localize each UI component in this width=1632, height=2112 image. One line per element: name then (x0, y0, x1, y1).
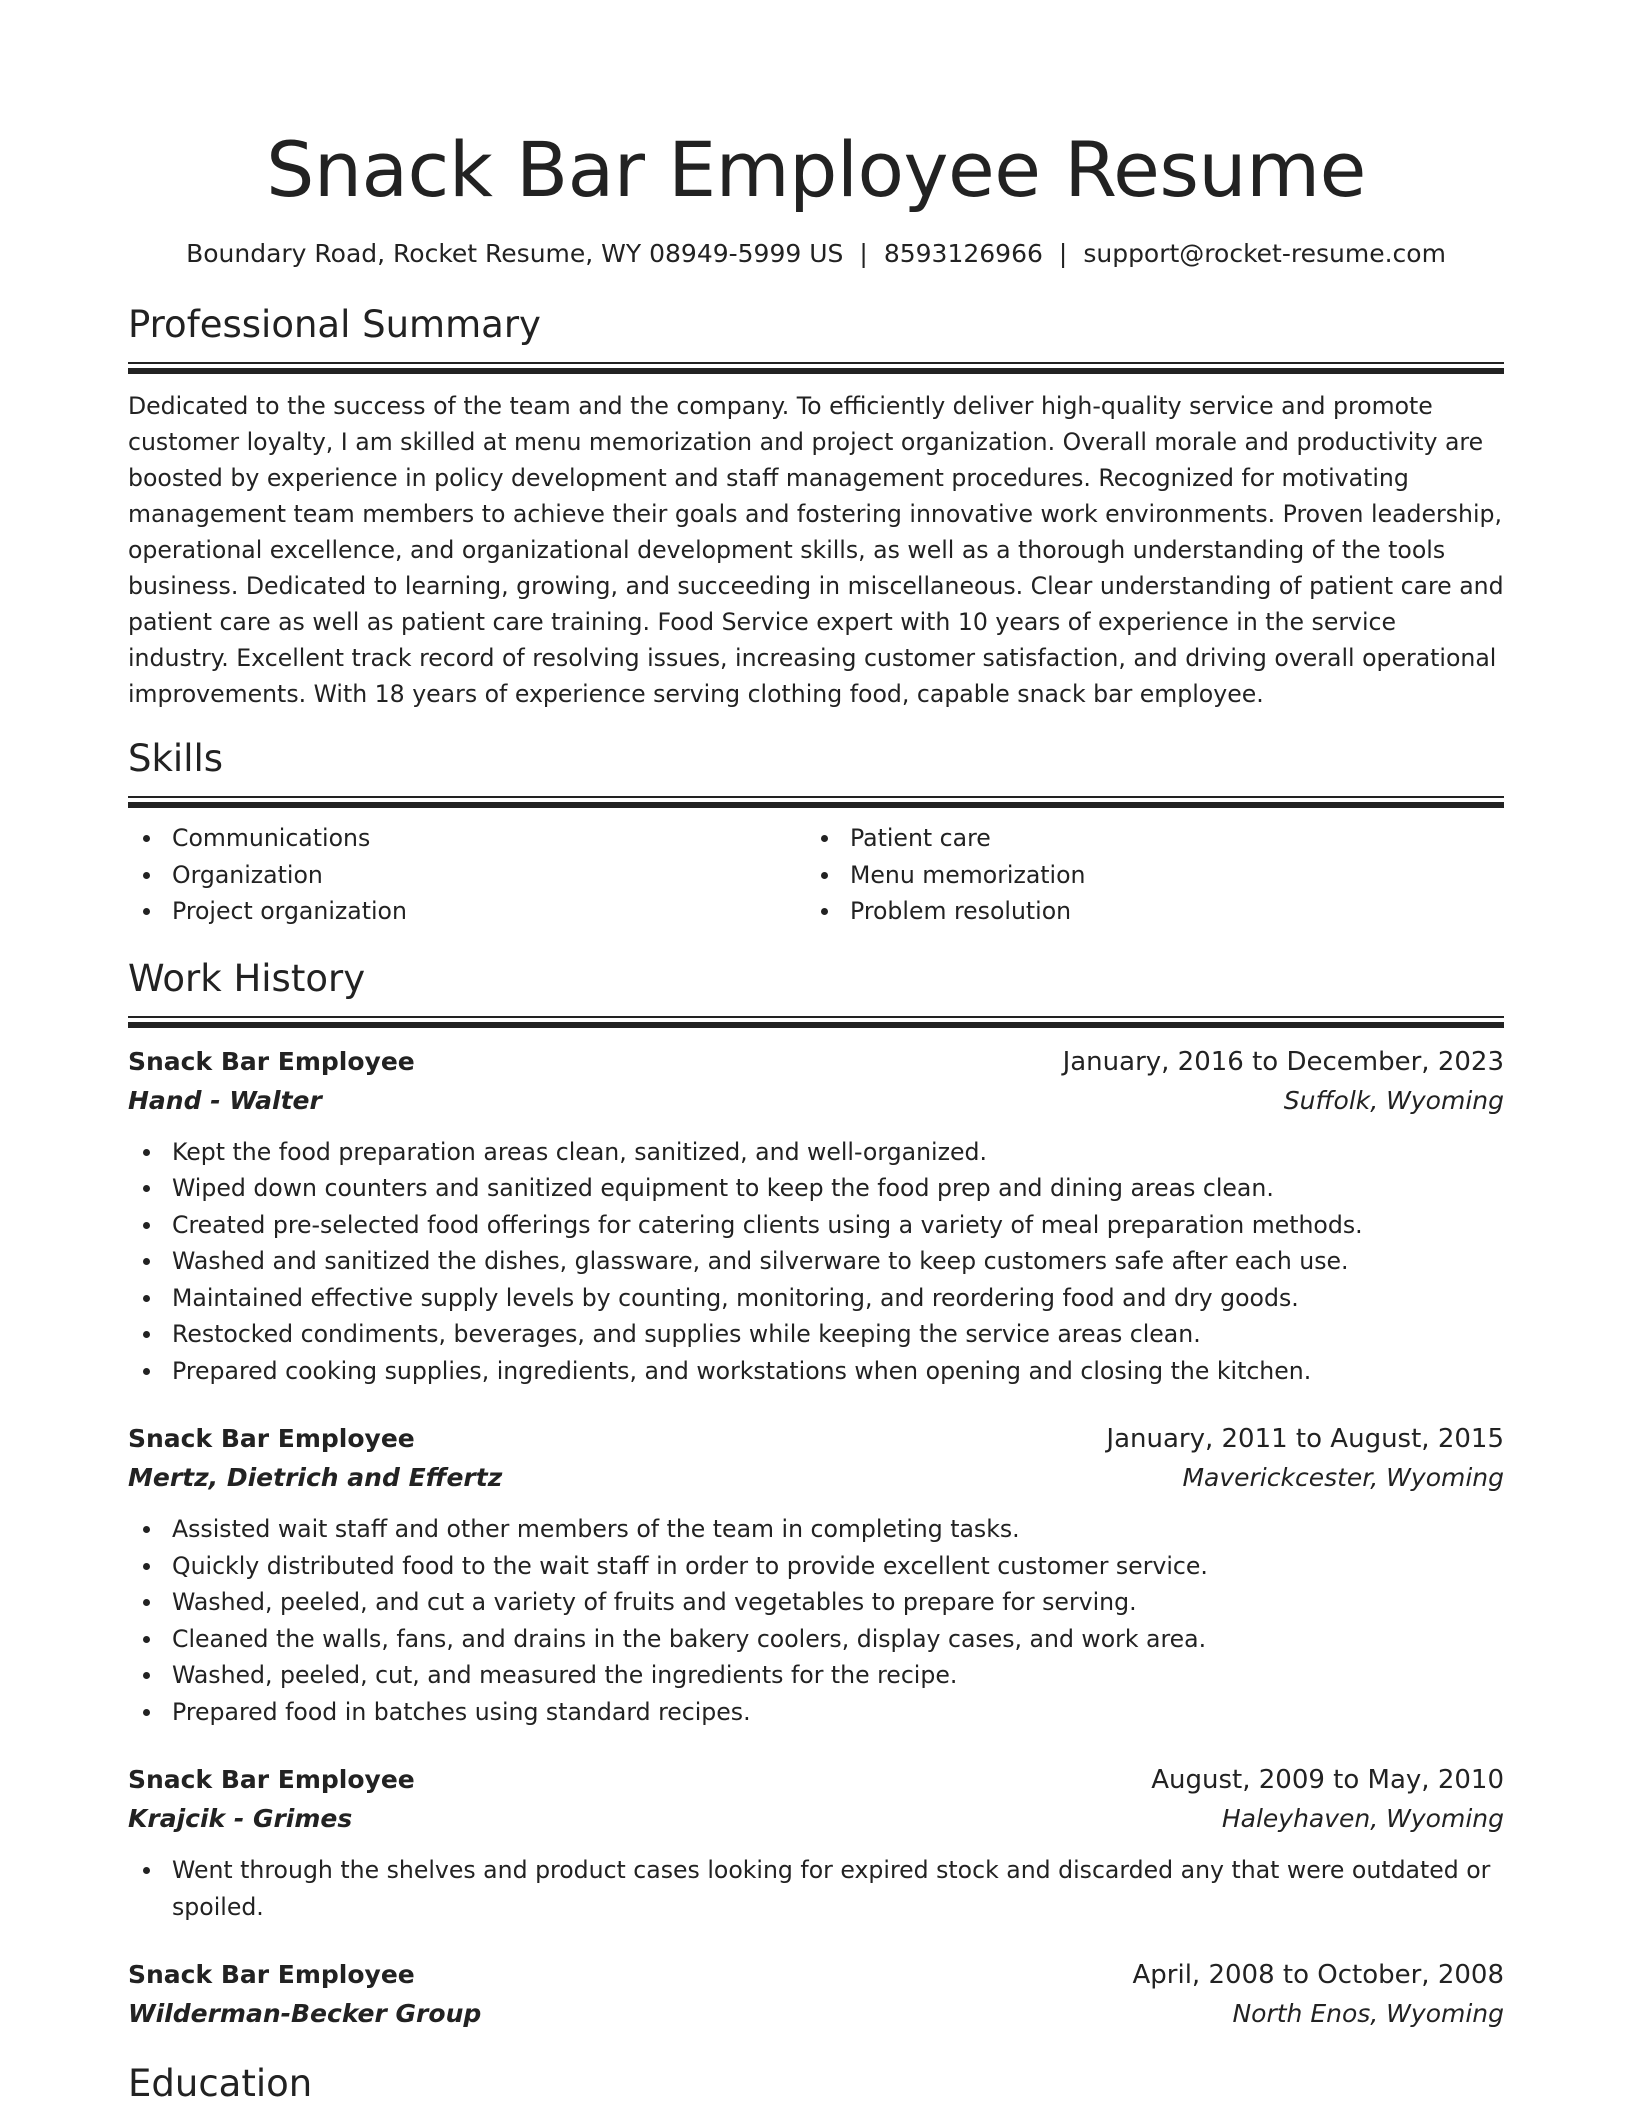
skill-item: Project organization (172, 893, 806, 930)
job-dates: January, 2011 to August, 2015 (1106, 1424, 1504, 1454)
contact-email: support@rocket-resume.com (1083, 239, 1446, 268)
contact-phone: 8593126966 (883, 239, 1043, 268)
job-bullet: Created pre-selected food offerings for catering clients using a variety of meal preparation methods. (172, 1207, 1504, 1244)
summary-heading: Professional Summary (128, 303, 541, 346)
job-company-row (128, 1995, 1504, 2033)
skill-item: Communications (172, 820, 806, 857)
job-bullets (128, 1852, 1504, 1925)
job-company-row (128, 1800, 1504, 1838)
job-bullet: Washed, peeled, cut, and measured the ingredients for the recipe. (172, 1657, 1504, 1694)
summary-section (128, 302, 1504, 712)
skill-item: Problem resolution (850, 893, 1484, 930)
job-bullet: Washed and sanitized the dishes, glassware, and silverware to keep customers safe after each use. (172, 1243, 1504, 1280)
job-entry (128, 1419, 1504, 1730)
job-bullet: Washed, peeled, and cut a variety of fruits and vegetables to prepare for serving. (172, 1584, 1504, 1621)
job-bullet: Wiped down counters and sanitized equipment to keep the food prep and dining areas clean. (172, 1170, 1504, 1207)
resume-page (128, 0, 1504, 2107)
contact-line (128, 236, 1504, 272)
job-bullet: Prepared cooking supplies, ingredients, and workstations when opening and closing the kitchen. (172, 1353, 1504, 1390)
work-history-section (128, 956, 1504, 2034)
contact-separator: | (1058, 239, 1068, 268)
skills-section (128, 736, 1504, 930)
contact-separator: | (859, 239, 868, 268)
job-company: Hand - Walter (128, 1085, 322, 1115)
job-bullet: Went through the shelves and product cases looking for expired stock and discarded any that were outdated or spoiled. (172, 1852, 1504, 1925)
section-divider (128, 1016, 1504, 1028)
job-bullet: Kept the food preparation areas clean, sanitized, and well-organized. (172, 1134, 1504, 1171)
job-company: Krajcik - Grimes (128, 1804, 353, 1833)
section-divider (128, 796, 1504, 808)
job-company-row (128, 1082, 1504, 1120)
job-location: North Enos, Wyoming (1232, 1999, 1504, 2028)
skills-list (128, 820, 1504, 930)
job-header-row (128, 1042, 1504, 1082)
job-header-row (128, 1955, 1504, 1995)
job-bullets (128, 1134, 1504, 1390)
job-bullet: Assisted wait staff and other members of the team in completing tasks. (172, 1511, 1504, 1548)
section-divider (128, 362, 1504, 374)
job-location: Haleyhaven, Wyoming (1221, 1804, 1504, 1833)
job-company: Wilderman-Becker Group (128, 1999, 482, 2028)
skill-item: Patient care (850, 820, 1484, 857)
job-bullet: Prepared food in batches using standard recipes. (172, 1694, 1504, 1731)
work-history-heading: Work History (128, 956, 366, 1000)
job-dates: January, 2016 to December, 2023 (1062, 1046, 1504, 1077)
skills-heading: Skills (128, 737, 224, 780)
job-entry (128, 1955, 1504, 2033)
job-bullet: Quickly distributed food to the wait staff in order to provide excellent customer service. (172, 1548, 1504, 1585)
education-section (128, 2061, 1504, 2107)
job-bullet: Restocked condiments, beverages, and supplies while keeping the service areas clean. (172, 1316, 1504, 1353)
job-entry (128, 1760, 1504, 1925)
job-title: Snack Bar Employee (128, 1424, 415, 1453)
page-title: Snack Bar Employee Resume (266, 125, 1366, 214)
summary-text: Dedicated to the success of the team and the company. To efficiently deliver high-quality service and promote customer loyalty, I am skilled at menu memorization and project organization. Overall morale and productivity are boosted by experience in policy development and staff management procedures. Recognized for motivating management team members to achieve their goals and fostering innovative work environments. Proven leadership, operational excellence, and organizational development skills, as well as a thorough understanding of the tools business. Dedicated to learning, growing, and succeeding in miscellaneous. Clear understanding of patient care and patient care as well as patient care training. Food Service expert with 10 years of experience in the service industry. Excellent track record of resolving issues, increasing customer satisfaction, and driving overall operational improvements. With 18 years of experience serving clothing food, capable snack bar employee. (128, 392, 1504, 708)
job-title: Snack Bar Employee (128, 1765, 415, 1794)
job-location: Maverickcester, Wyoming (1182, 1463, 1504, 1492)
job-bullet: Cleaned the walls, fans, and drains in the bakery coolers, display cases, and work area. (172, 1621, 1504, 1658)
job-title: Snack Bar Employee (128, 1960, 415, 1989)
job-location: Suffolk, Wyoming (1283, 1085, 1504, 1115)
skills-column-left (128, 820, 806, 930)
job-company-row (128, 1459, 1504, 1497)
job-company: Mertz, Dietrich and Effertz (128, 1463, 503, 1492)
job-bullet: Maintained effective supply levels by counting, monitoring, and reordering food and dry goods. (172, 1280, 1504, 1317)
skill-item: Menu memorization (850, 857, 1484, 894)
job-title: Snack Bar Employee (128, 1046, 415, 1076)
skills-column-right (806, 820, 1484, 930)
job-dates: August, 2009 to May, 2010 (1151, 1765, 1504, 1795)
job-header-row (128, 1760, 1504, 1800)
job-header-row (128, 1419, 1504, 1459)
contact-address: Boundary Road, Rocket Resume, WY 08949-5999 US (186, 239, 844, 268)
skill-item: Organization (172, 857, 806, 894)
job-dates: April, 2008 to October, 2008 (1132, 1960, 1504, 1990)
job-bullets (128, 1511, 1504, 1730)
education-heading: Education (128, 2062, 313, 2105)
job-entry (128, 1042, 1504, 1390)
